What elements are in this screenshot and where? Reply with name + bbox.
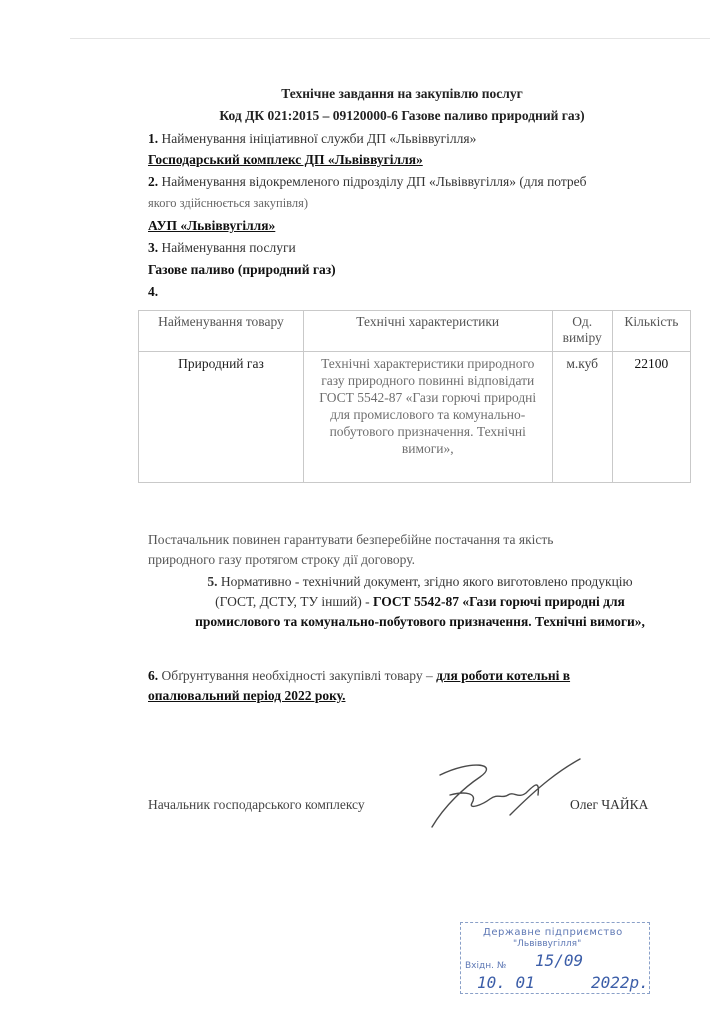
section-5-line3: промислового та комунально-побутового призначення. Технічні вимоги», <box>195 614 645 629</box>
header-quantity: Кількість <box>612 311 690 352</box>
cell-specs: Технічні характеристики природного газу природного повинні відповідати ГОСТ 5542-87 «Гази горючі природні для промислового та комунально-побутового призначення. Технічні вимоги», <box>303 352 552 483</box>
handwritten-signature-icon <box>410 755 590 835</box>
document-subtitle: Код ДК 021:2015 – 09120000-6 Газове паливо природний газ) <box>219 108 585 123</box>
section-2-label: 2. Найменування відокремленого підрозділу ДП «Львіввугілля» (для потреб <box>148 174 587 189</box>
header-unit: Од. виміру <box>552 311 612 352</box>
section-1-label: 1. Найменування ініціативної служби ДП «Львіввугілля» <box>148 131 477 146</box>
section-5 <box>140 572 700 632</box>
section-3-value: Газове паливо (природний газ) <box>148 262 336 277</box>
cell-quantity: 22100 <box>612 352 690 483</box>
signatory-position: Начальник господарського комплексу <box>148 797 365 812</box>
section-2-value: АУП «Львіввугілля» <box>148 218 276 233</box>
section-6 <box>148 666 570 706</box>
table-header-row <box>139 311 691 352</box>
section-5-line1: 5. Нормативно - технічний документ, згідно якого виготовлено продукцію <box>207 574 633 589</box>
stamp-handwritten-date: 10. 01 <box>477 973 535 992</box>
scan-top-edge <box>70 38 710 39</box>
section-6-line2: опалювальний період 2022 року. <box>148 688 346 703</box>
section-3-number: 3. <box>148 240 159 255</box>
cell-unit: м.куб <box>552 352 612 483</box>
section-6-line1: 6. Обґрунтування необхідності закупівлі товару – для роботи котельні в <box>148 668 571 683</box>
section-1-number: 1. <box>148 131 159 146</box>
signatory-name: Олег ЧАЙКА <box>570 797 649 812</box>
table-row <box>139 352 691 483</box>
section-4-number: 4. <box>148 284 159 299</box>
document-title: Технічне завдання на закупівлю послуг <box>281 86 523 101</box>
specification-table <box>138 310 691 483</box>
section-2-label-cont: якого здійснюється закупівля) <box>148 196 309 210</box>
header-specs: Технічні характеристики <box>303 311 552 352</box>
section-2-number: 2. <box>148 174 159 189</box>
registration-stamp: Державне підприємство "Львіввугілля" Вхідн. № 15/09 10. 01 2022р. <box>460 922 650 994</box>
section-3-label: 3. Найменування послуги <box>148 240 296 255</box>
section-1-value: Господарський комплекс ДП «Львіввугілля» <box>148 152 423 167</box>
stamp-handwritten-number: 15/09 <box>535 951 584 970</box>
header-product-name: Найменування товару <box>139 311 304 352</box>
section-5-line2: (ГОСТ, ДСТУ, ТУ інший) - ГОСТ 5542-87 «Гази горючі природні для <box>215 594 625 609</box>
supplier-note: Постачальник повинен гарантувати безперебійне постачання та якість природного газу протягом строку дії договору. <box>148 532 554 567</box>
cell-product-name: Природний газ <box>139 352 304 483</box>
stamp-handwritten-year: 2022р. <box>591 973 649 992</box>
